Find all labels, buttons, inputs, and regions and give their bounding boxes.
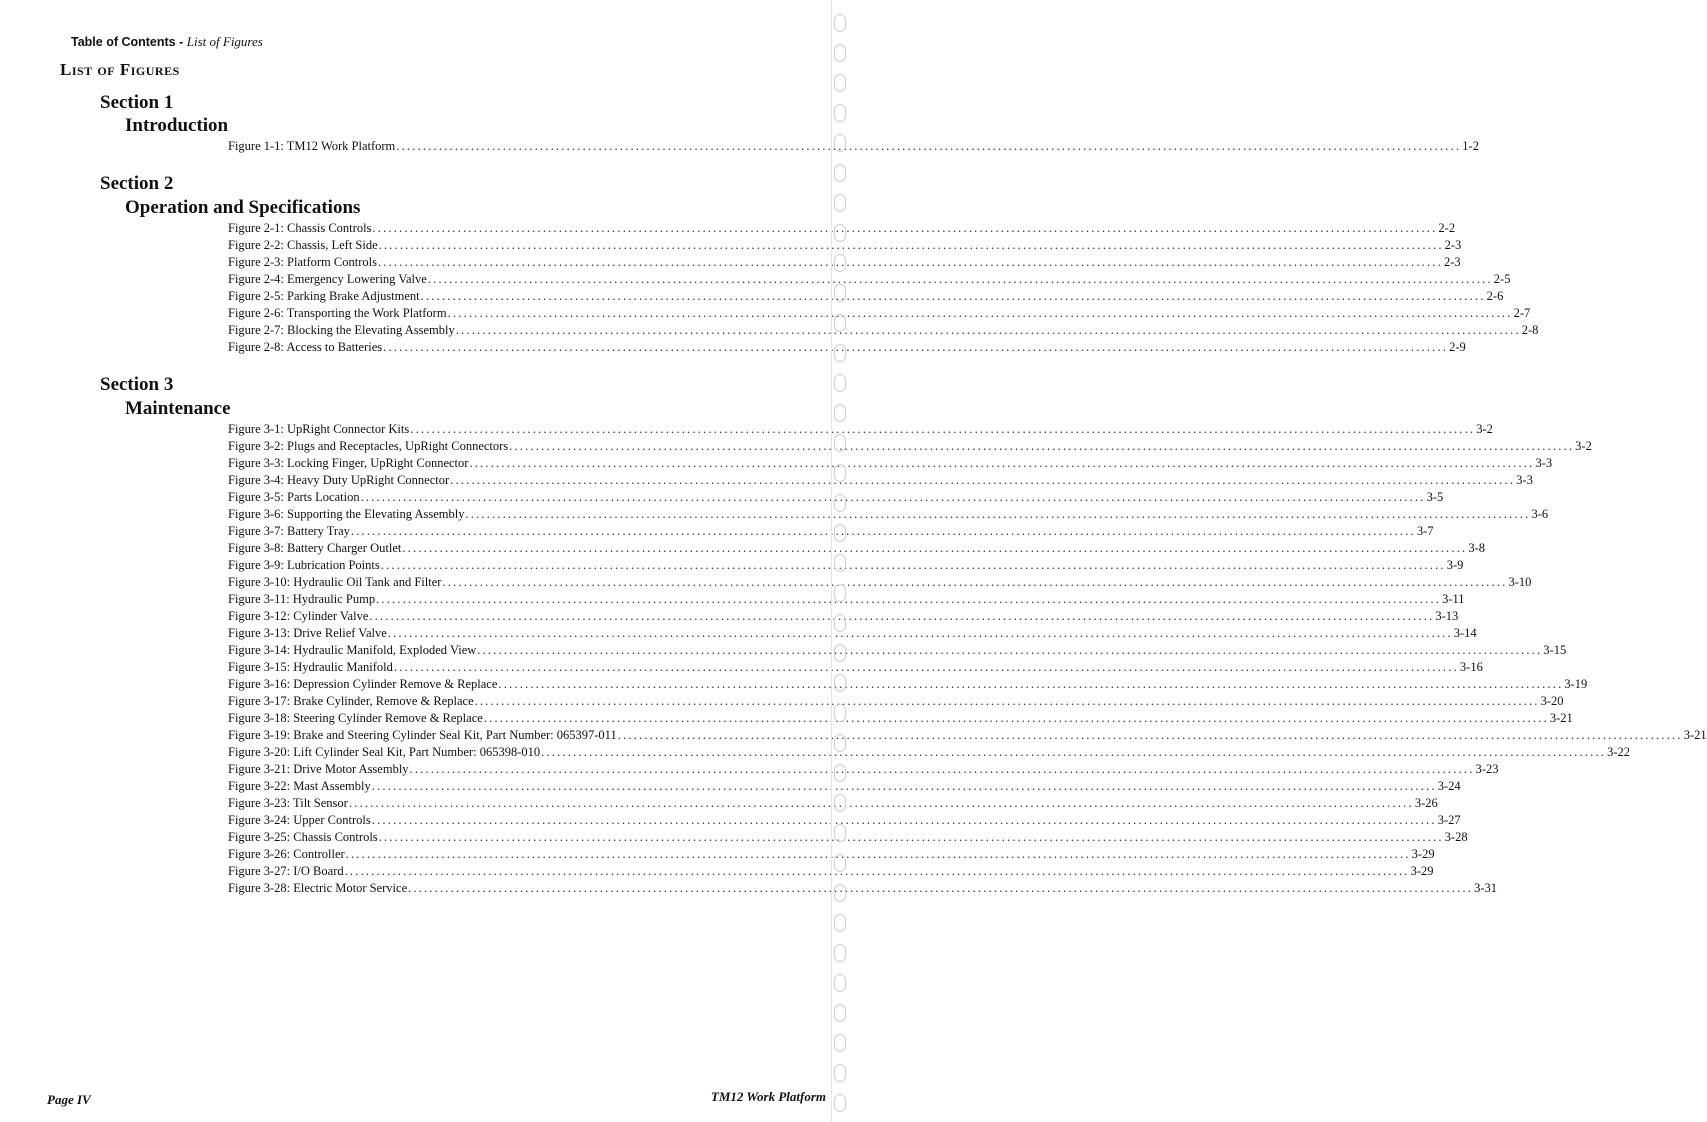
binding-ring	[834, 14, 846, 32]
figure-page-number: 2-8	[1521, 323, 1539, 337]
header-subtitle: List of Figures	[186, 34, 263, 49]
figure-entry[interactable]	[228, 339, 1466, 356]
figure-entry[interactable]	[228, 642, 1567, 659]
figure-page-number: 2-3	[1443, 255, 1461, 269]
binding-ring	[834, 524, 846, 542]
dot-leader: ........................................................................................................................................................................................................	[372, 221, 1438, 235]
binding-ring	[834, 734, 846, 752]
figure-title: Figure 3-21: Drive Motor Assembly	[228, 762, 409, 776]
figure-entry[interactable]	[228, 489, 1444, 506]
figure-page-number: 3-21	[1683, 728, 1707, 742]
figure-entry[interactable]	[228, 829, 1468, 846]
dot-leader: ........................................................................................................................................................................................................	[483, 711, 1549, 725]
section-3-label: Section 3	[100, 374, 174, 395]
figure-title: Figure 3-26: Controller	[228, 847, 345, 861]
figure-title: Figure 3-5: Parts Location	[228, 490, 360, 504]
dot-leader: ........................................................................................................................................................................................................	[380, 558, 1446, 572]
figure-entry[interactable]	[228, 812, 1461, 829]
figure-title: Figure 2-4: Emergency Lowering Valve	[228, 272, 427, 286]
dot-leader: ........................................................................................................................................................................................................	[617, 728, 1683, 742]
figure-page-number: 3-27	[1437, 813, 1461, 827]
figure-title: Figure 3-25: Chassis Controls	[228, 830, 378, 844]
section-3-figure-list	[228, 421, 1707, 897]
figure-entry[interactable]	[228, 591, 1465, 608]
figure-title: Figure 3-4: Heavy Duty UpRight Connector	[228, 473, 450, 487]
binding-ring	[834, 674, 846, 692]
dot-leader: ........................................................................................................................................................................................................	[402, 541, 1468, 555]
dot-leader: ........................................................................................................................................................................................................	[350, 524, 1416, 538]
figure-page-number: 3-23	[1475, 762, 1499, 776]
figure-title: Figure 3-8: Battery Charger Outlet	[228, 541, 402, 555]
figure-entry[interactable]	[228, 574, 1532, 591]
figure-page-number: 2-7	[1513, 306, 1531, 320]
binding-ring	[834, 644, 846, 662]
figure-entry[interactable]	[228, 761, 1499, 778]
binding-ring	[834, 554, 846, 572]
dot-leader: ........................................................................................................................................................................................................	[387, 626, 1453, 640]
figure-entry[interactable]	[228, 880, 1498, 897]
figure-page-number: 3-20	[1540, 694, 1564, 708]
dot-leader: ........................................................................................................................................................................................................	[396, 139, 1462, 153]
binding-ring	[834, 944, 846, 962]
figure-title: Figure 3-19: Brake and Steering Cylinder Seal Kit, Part Number: 065397-011	[228, 728, 617, 742]
figure-entry[interactable]	[228, 254, 1461, 271]
binding-ring	[834, 314, 846, 332]
figure-page-number: 2-9	[1449, 340, 1466, 354]
figure-entry[interactable]	[228, 237, 1462, 254]
binding-ring	[834, 854, 846, 872]
dot-leader: ........................................................................................................................................................................................................	[509, 439, 1575, 453]
figure-entry[interactable]	[228, 659, 1483, 676]
figure-page-number: 3-5	[1426, 490, 1444, 504]
dot-leader: ........................................................................................................................................................................................................	[360, 490, 1426, 504]
dot-leader: ........................................................................................................................................................................................................	[409, 762, 1475, 776]
binding-ring	[834, 404, 846, 422]
figure-page-number: 2-2	[1438, 221, 1456, 235]
dot-leader: ........................................................................................................................................................................................................	[378, 830, 1444, 844]
figure-page-number: 3-14	[1453, 626, 1477, 640]
figure-title: Figure 2-5: Parking Brake Adjustment	[228, 289, 420, 303]
figure-entry[interactable]	[228, 455, 1553, 472]
figure-page-number: 3-26	[1414, 796, 1438, 810]
figure-title: Figure 2-1: Chassis Controls	[228, 221, 372, 235]
figure-page-number: 3-29	[1411, 847, 1435, 861]
dot-leader: ........................................................................................................................................................................................................	[410, 422, 1476, 436]
dot-leader: ........................................................................................................................................................................................................	[541, 745, 1607, 759]
figure-title: Figure 3-24: Upper Controls	[228, 813, 371, 827]
figure-page-number: 3-22	[1607, 745, 1631, 759]
figure-title: Figure 3-10: Hydraulic Oil Tank and Filter	[228, 575, 442, 589]
figure-entry[interactable]	[228, 795, 1438, 812]
figure-entry[interactable]	[228, 271, 1511, 288]
figure-page-number: 3-13	[1435, 609, 1459, 623]
footer-document-title: TM12 Work Platform	[710, 1089, 826, 1104]
binding-ring	[834, 914, 846, 932]
figure-page-number: 2-3	[1444, 238, 1462, 252]
figure-entry[interactable]	[228, 710, 1573, 727]
figure-entry[interactable]	[228, 322, 1539, 339]
figure-entry[interactable]	[228, 288, 1504, 305]
binding-ring	[834, 494, 846, 512]
figure-title: Figure 3-9: Lubrication Points	[228, 558, 380, 572]
figure-title: Figure 3-17: Brake Cylinder, Remove & Replace	[228, 694, 474, 708]
figure-title: Figure 3-11: Hydraulic Pump	[228, 592, 376, 606]
figure-title: Figure 1-1: TM12 Work Platform	[228, 139, 396, 153]
section-3-name: Maintenance	[125, 398, 231, 419]
dot-leader: ........................................................................................................................................................................................................	[371, 813, 1437, 827]
section-2-name: Operation and Specifications	[125, 197, 361, 218]
figure-entry[interactable]	[228, 676, 1588, 693]
dot-leader: ........................................................................................................................................................................................................	[377, 255, 1443, 269]
figure-entry[interactable]	[228, 863, 1434, 880]
section-1-figure-list	[228, 138, 1479, 155]
binding-ring	[834, 1094, 846, 1112]
figure-title: Figure 3-12: Cylinder Valve	[228, 609, 369, 623]
dot-leader: ........................................................................................................................................................................................................	[378, 238, 1444, 252]
figure-title: Figure 3-13: Drive Relief Valve	[228, 626, 387, 640]
binding-ring	[834, 434, 846, 452]
dot-leader: ........................................................................................................................................................................................................	[469, 456, 1535, 470]
binding-ring	[834, 1034, 846, 1052]
dot-leader: ........................................................................................................................................................................................................	[345, 847, 1411, 861]
dot-leader: ........................................................................................................................................................................................................	[344, 864, 1410, 878]
figure-title: Figure 2-7: Blocking the Elevating Assembly	[228, 323, 455, 337]
figure-entry[interactable]	[228, 220, 1456, 237]
dot-leader: ........................................................................................................................................................................................................	[442, 575, 1508, 589]
figure-page-number: 3-8	[1468, 541, 1486, 555]
binding-ring	[834, 824, 846, 842]
figure-title: Figure 3-6: Supporting the Elevating Assembly	[228, 507, 465, 521]
figure-title: Figure 2-3: Platform Controls	[228, 255, 377, 269]
figure-title: Figure 3-2: Plugs and Receptacles, UpRight Connectors	[228, 439, 509, 453]
dot-leader: ........................................................................................................................................................................................................	[369, 609, 1435, 623]
binding-ring	[834, 224, 846, 242]
binding-ring	[834, 614, 846, 632]
figure-title: Figure 3-18: Steering Cylinder Remove & Replace	[228, 711, 483, 725]
dot-leader: ........................................................................................................................................................................................................	[348, 796, 1414, 810]
figure-title: Figure 3-27: I/O Board	[228, 864, 344, 878]
figure-page-number: 3-11	[1442, 592, 1465, 606]
dot-leader: ........................................................................................................................................................................................................	[447, 306, 1513, 320]
figure-entry[interactable]	[228, 727, 1707, 744]
figure-page-number: 3-7	[1416, 524, 1434, 538]
section-1-label: Section 1	[100, 92, 174, 113]
binding-ring	[834, 104, 846, 122]
figure-page-number: 2-5	[1493, 272, 1511, 286]
binding-ring	[834, 884, 846, 902]
page-title: List of Figures	[60, 60, 180, 79]
dot-leader: ........................................................................................................................................................................................................	[450, 473, 1516, 487]
footer-page-number: Page IV	[47, 1092, 91, 1107]
figure-title: Figure 3-1: UpRight Connector Kits	[228, 422, 410, 436]
binding-ring	[834, 704, 846, 722]
binding-ring	[834, 194, 846, 212]
figure-entry[interactable]	[228, 608, 1459, 625]
figure-page-number: 3-9	[1446, 558, 1464, 572]
binding-ring	[834, 374, 846, 392]
figure-entry[interactable]	[228, 305, 1531, 322]
figure-entry[interactable]	[228, 744, 1631, 761]
dot-leader: ........................................................................................................................................................................................................	[455, 323, 1521, 337]
binding-ring	[834, 74, 846, 92]
figure-page-number: 3-3	[1535, 456, 1553, 470]
figure-page-number: 3-6	[1531, 507, 1549, 521]
binding-ring	[834, 974, 846, 992]
binding-ring	[834, 1064, 846, 1082]
figure-entry[interactable]	[228, 438, 1592, 455]
figure-page-number: 3-3	[1516, 473, 1533, 487]
figure-title: Figure 3-28: Electric Motor Service	[228, 881, 408, 895]
dot-leader: ........................................................................................................................................................................................................	[393, 660, 1459, 674]
figure-entry[interactable]	[228, 138, 1479, 155]
figure-entry[interactable]	[228, 778, 1461, 795]
figure-entry[interactable]	[228, 421, 1493, 438]
figure-page-number: 3-29	[1410, 864, 1434, 878]
dot-leader: ........................................................................................................................................................................................................	[498, 677, 1564, 691]
figure-page-number: 3-24	[1437, 779, 1461, 793]
figure-page-number: 3-2	[1476, 422, 1493, 436]
figure-entry[interactable]	[228, 846, 1435, 863]
figure-title: Figure 3-7: Battery Tray	[228, 524, 350, 538]
figure-page-number: 2-6	[1486, 289, 1504, 303]
binding-ring	[834, 134, 846, 152]
figure-entry[interactable]	[228, 506, 1549, 523]
figure-entry[interactable]	[228, 472, 1533, 489]
dot-leader: ........................................................................................................................................................................................................	[477, 643, 1543, 657]
figure-entry[interactable]	[228, 540, 1486, 557]
figure-title: Figure 2-6: Transporting the Work Platform	[228, 306, 447, 320]
figure-page-number: 3-21	[1549, 711, 1573, 725]
binding-ring	[834, 464, 846, 482]
dot-leader: ........................................................................................................................................................................................................	[383, 340, 1449, 354]
figure-entry[interactable]	[228, 523, 1434, 540]
figure-page-number: 3-19	[1564, 677, 1588, 691]
dot-leader: ........................................................................................................................................................................................................	[376, 592, 1442, 606]
header-title: Table of Contents -	[71, 35, 184, 49]
binding-holes	[831, 0, 866, 1122]
binding-ring	[834, 44, 846, 62]
dot-leader: ........................................................................................................................................................................................................	[371, 779, 1437, 793]
figure-page-number: 3-2	[1575, 439, 1592, 453]
binding-ring	[834, 284, 846, 302]
figure-page-number: 3-31	[1474, 881, 1498, 895]
dot-leader: ........................................................................................................................................................................................................	[408, 881, 1474, 895]
figure-page-number: 3-15	[1543, 643, 1567, 657]
binding-ring	[834, 1004, 846, 1022]
dot-leader: ........................................................................................................................................................................................................	[474, 694, 1540, 708]
binding-ring	[834, 584, 846, 602]
dot-leader: ........................................................................................................................................................................................................	[427, 272, 1493, 286]
toc-header	[71, 34, 263, 50]
figure-page-number: 3-10	[1508, 575, 1532, 589]
section-2-label: Section 2	[100, 173, 174, 194]
binding-ring	[834, 164, 846, 182]
figure-title: Figure 2-2: Chassis, Left Side	[228, 238, 378, 252]
figure-title: Figure 3-16: Depression Cylinder Remove & Replace	[228, 677, 498, 691]
figure-page-number: 3-16	[1459, 660, 1483, 674]
figure-title: Figure 3-14: Hydraulic Manifold, Exploded View	[228, 643, 477, 657]
figure-title: Figure 3-22: Mast Assembly	[228, 779, 371, 793]
binding-ring	[834, 764, 846, 782]
section-2-figure-list	[228, 220, 1539, 356]
section-1-name: Introduction	[125, 115, 229, 136]
figure-entry[interactable]	[228, 625, 1477, 642]
binding-ring	[834, 794, 846, 812]
figure-entry[interactable]	[228, 693, 1564, 710]
dot-leader: ........................................................................................................................................................................................................	[420, 289, 1486, 303]
binding-ring	[834, 344, 846, 362]
figure-title: Figure 3-20: Lift Cylinder Seal Kit, Part Number: 065398-010	[228, 745, 541, 759]
figure-title: Figure 3-15: Hydraulic Manifold	[228, 660, 393, 674]
binding-ring	[834, 254, 846, 272]
figure-page-number: 1-2	[1462, 139, 1479, 153]
figure-page-number: 3-28	[1444, 830, 1468, 844]
figure-entry[interactable]	[228, 557, 1464, 574]
figure-title: Figure 3-3: Locking Finger, UpRight Connector	[228, 456, 469, 470]
figure-title: Figure 2-8: Access to Batteries	[228, 340, 383, 354]
figure-title: Figure 3-23: Tilt Sensor	[228, 796, 348, 810]
dot-leader: ........................................................................................................................................................................................................	[465, 507, 1531, 521]
